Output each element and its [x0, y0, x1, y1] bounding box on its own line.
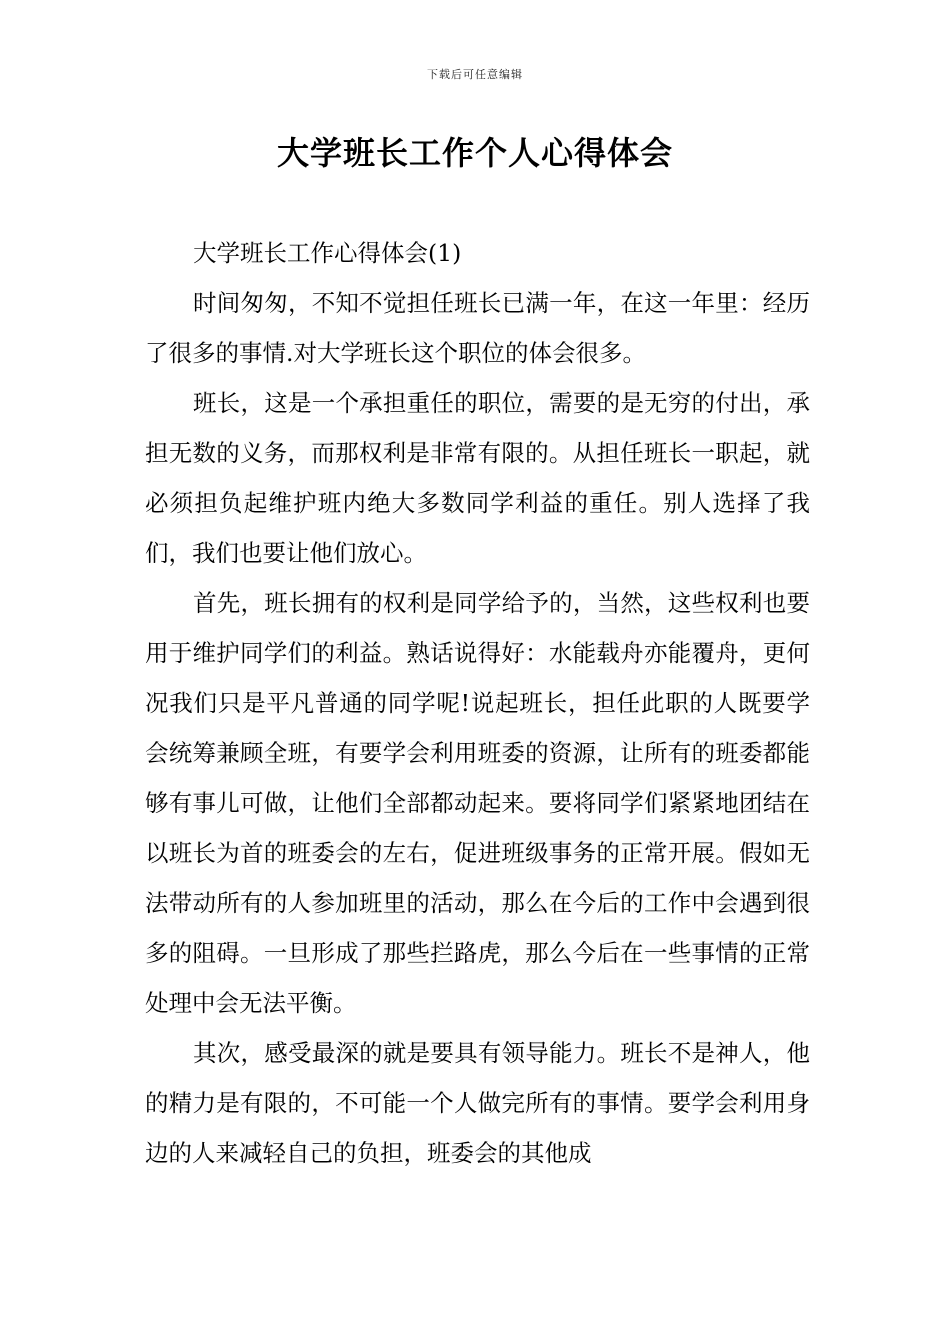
- subtitle-paragraph: 大学班长工作心得体会(1): [193, 239, 462, 267]
- document-body: [145, 228, 810, 1178]
- body-paragraph: 其次，感受最深的就是要具有领导能力。班长不是神人，他的精力是有限的，不可能一个人做完所有的事情。要学会利用身边的人来减轻自己的负担，班委会的其他成: [145, 1039, 810, 1167]
- body-paragraph: 首先，班长拥有的权利是同学给予的，当然，这些权利也要用于维护同学们的利益。熟话说得好：水能载舟亦能覆舟，更何况我们只是平凡普通的同学呢!说起班长，担任此职的人既要学会统筹兼顾全班，有要学会利用班委的资源，让所有的班委都能够有事儿可做，让他们全部都动起来。要将同学们紧紧地团结在以班长为首的班委会的左右，促进班级事务的正常开展。假如无法带动所有的人参加班里的活动，那么在今后的工作中会遇到很多的阻碍。一旦形成了那些拦路虎，那么今后在一些事情的正常处理中会无法平衡。: [145, 589, 810, 1017]
- body-paragraph: 时间匆匆，不知不觉担任班长已满一年，在这一年里：经历了很多的事情.对大学班长这个职位的体会很多。: [145, 289, 810, 367]
- document-title: 大学班长工作个人心得体会: [276, 134, 673, 172]
- page-header-note: 下载后可任意编辑: [427, 68, 523, 81]
- body-paragraph: 班长，这是一个承担重任的职位，需要的是无穷的付出，承担无数的义务，而那权利是非常有限的。从担任班长一职起，就必须担负起维护班内绝大多数同学利益的重任。别人选择了我们，我们也要让他们放心。: [145, 389, 810, 567]
